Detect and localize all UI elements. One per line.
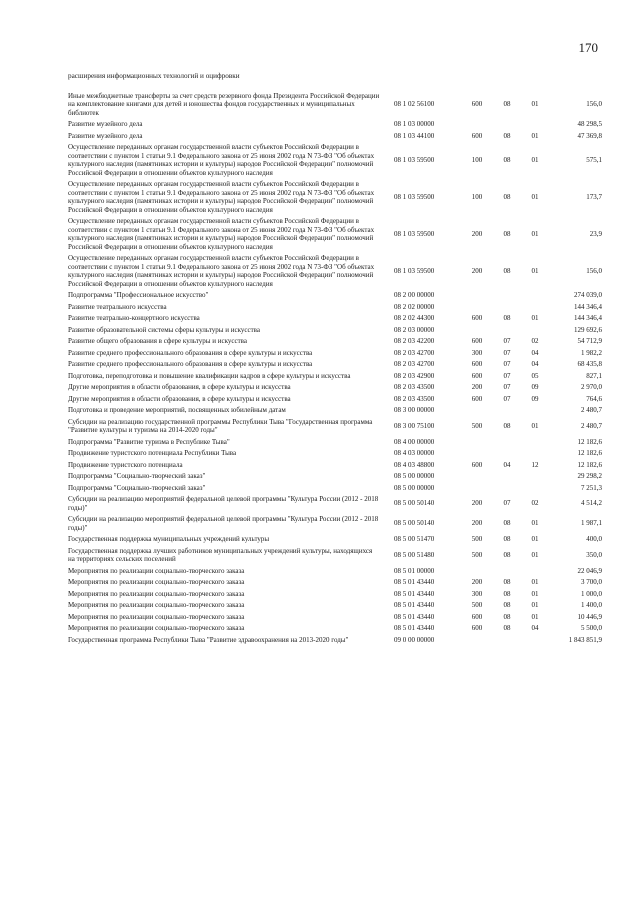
row-amount: 274 039,0 — [574, 291, 602, 299]
table-row — [68, 336, 602, 348]
row-code: 08 4 03 00000 — [394, 449, 435, 457]
row-description: Другие мероприятия в области образования, в сфере культуры и искусства — [68, 394, 291, 403]
table-row — [68, 216, 602, 253]
row-code: 08 2 02 00000 — [394, 302, 435, 311]
row-amount: 173,7 — [586, 192, 602, 201]
row-expense-type: 600 — [471, 394, 483, 403]
row-expense-type — [460, 405, 494, 417]
row-amount: 156,0 — [586, 266, 602, 275]
row-amount: 3 700,0 — [581, 578, 602, 586]
row-amount: 12 182,6 — [577, 449, 602, 457]
row-section: 08 — [503, 131, 511, 140]
row-expense-type: 200 — [471, 266, 483, 275]
row-amount: 129 692,6 — [574, 325, 602, 334]
row-expense-type: 200 — [471, 519, 483, 528]
row-code: 08 5 01 43440 — [394, 612, 435, 621]
row-code: 08 5 00 00000 — [394, 483, 435, 492]
row-description: Развитие музейного дела — [68, 131, 143, 140]
row-code: 08 1 02 56100 — [394, 100, 435, 108]
row-section: 07 — [503, 337, 511, 345]
row-description: Подпрограмма "Развитие туризма в Республике Тыва" — [68, 437, 230, 446]
table-row — [68, 482, 602, 494]
row-expense-type — [460, 301, 494, 313]
row-section — [494, 290, 520, 302]
row-amount: 7 251,3 — [581, 483, 602, 492]
row-amount: 575,1 — [586, 155, 602, 164]
row-amount: 10 446,9 — [577, 612, 602, 621]
row-description: Субсидии на реализацию мероприятий федеральной целевой программы "Культура России (2012 - 2018 годы)" — [68, 515, 379, 532]
row-amount: 144 346,4 — [574, 302, 602, 311]
row-subsection: 01 — [531, 578, 539, 586]
table-row — [68, 623, 602, 635]
row-description: Другие мероприятия в области образования, в сфере культуры и искусства — [68, 383, 291, 391]
row-section — [494, 482, 520, 494]
row-expense-type: 600 — [471, 314, 483, 322]
row-expense-type: 200 — [471, 499, 483, 508]
row-section — [494, 565, 520, 577]
row-expense-type: 600 — [471, 337, 483, 345]
row-amount: 827,1 — [586, 371, 602, 380]
row-section — [494, 324, 520, 336]
row-code: 08 1 03 59500 — [394, 155, 435, 164]
row-section: 08 — [503, 589, 511, 598]
row-expense-type: 600 — [471, 131, 483, 140]
row-amount: 5 500,0 — [581, 624, 602, 632]
row-subsection — [520, 301, 550, 313]
table-row — [68, 459, 602, 471]
table-row — [68, 405, 602, 417]
table-row — [68, 514, 602, 534]
table-row — [68, 416, 602, 436]
row-subsection — [520, 290, 550, 302]
row-section: 08 — [503, 535, 511, 543]
row-subsection: 02 — [531, 337, 539, 345]
row-subsection — [520, 471, 550, 483]
row-expense-type — [460, 324, 494, 336]
row-subsection — [520, 119, 550, 131]
row-subsection: 09 — [531, 383, 539, 391]
row-expense-type: 600 — [471, 624, 483, 632]
table-row — [68, 382, 602, 394]
table-row — [68, 119, 602, 131]
row-subsection: 01 — [531, 314, 539, 322]
row-amount: 54 712,9 — [577, 337, 602, 345]
table-row — [68, 611, 602, 623]
row-subsection — [520, 448, 550, 460]
row-code: 08 3 00 75100 — [394, 421, 435, 430]
table-row — [68, 634, 602, 646]
row-code: 08 2 03 43500 — [394, 394, 435, 403]
row-description: Развитие среднего профессионального образования в сфере культуры и искусства — [68, 348, 313, 357]
row-subsection — [520, 634, 550, 646]
table-row — [68, 347, 602, 359]
row-amount: 2 480,7 — [581, 421, 602, 430]
row-subsection: 04 — [531, 624, 539, 632]
row-subsection: 01 — [531, 229, 539, 238]
row-description: Осуществление переданных органам государственной власти субъектов Российской Федерации в соответствии с пунктом 1 статьи 9.1 Федерального закона от 25 июня 2002 года N 73-ФЗ "Об объектах культурного наследия (памятниках истории и культуры) народов Российской Федерации" полномочий Российской Федерации в отношении объектов культурного наследия — [68, 254, 375, 288]
table-row — [68, 577, 602, 589]
row-section: 08 — [503, 314, 511, 322]
row-subsection: 01 — [531, 192, 539, 201]
row-subsection: 04 — [531, 360, 539, 368]
row-section: 08 — [503, 578, 511, 586]
row-expense-type: 500 — [471, 601, 483, 609]
row-description: Мероприятия по реализации социально-творческого заказа — [68, 589, 245, 598]
row-description: Мероприятия по реализации социально-творческого заказа — [68, 624, 245, 632]
row-amount: 1 400,0 — [581, 601, 602, 609]
row-description: Подпрограмма "Профессиональное искусство" — [68, 291, 209, 299]
row-code: 08 5 01 43440 — [394, 589, 435, 598]
row-section: 04 — [503, 460, 511, 469]
row-subsection: 01 — [531, 155, 539, 164]
row-amount: 47 369,8 — [577, 131, 602, 140]
row-description: Субсидии на реализацию мероприятий федеральной целевой программы "Культура России (2012 - 2018 годы)" — [68, 495, 379, 512]
lead-text: расширения информационных технологий и оцифровки — [68, 72, 240, 80]
row-amount: 29 298,2 — [577, 472, 602, 480]
row-subsection: 12 — [531, 460, 539, 469]
row-subsection — [520, 436, 550, 448]
row-code: 08 2 00 00000 — [394, 291, 435, 299]
row-expense-type: 200 — [471, 383, 483, 391]
row-subsection: 01 — [531, 266, 539, 275]
row-expense-type: 500 — [471, 421, 483, 430]
row-code: 08 5 01 43440 — [394, 578, 435, 586]
row-expense-type: 600 — [471, 360, 483, 368]
table-row — [68, 142, 602, 179]
row-code: 08 5 00 50140 — [394, 519, 435, 528]
row-code: 08 1 03 00000 — [394, 120, 435, 128]
row-subsection: 01 — [531, 535, 539, 543]
row-description: Мероприятия по реализации социально-творческого заказа — [68, 566, 245, 575]
row-description: Развитие образовательной системы сферы культуры и искусства — [68, 325, 260, 334]
row-expense-type: 300 — [471, 348, 483, 357]
row-code: 08 4 00 00000 — [394, 437, 435, 446]
row-amount: 144 346,4 — [574, 314, 602, 322]
row-description: Государственная поддержка муниципальных учреждений культуры — [68, 535, 270, 543]
row-section — [494, 119, 520, 131]
row-code: 08 5 01 43440 — [394, 601, 435, 609]
row-code: 08 5 00 51470 — [394, 535, 435, 543]
row-section: 08 — [503, 155, 511, 164]
row-section: 08 — [503, 612, 511, 621]
row-expense-type: 600 — [471, 371, 483, 380]
row-section: 08 — [503, 550, 511, 559]
row-code: 08 5 01 00000 — [394, 566, 435, 575]
row-expense-type: 600 — [471, 100, 483, 108]
row-expense-type: 600 — [471, 612, 483, 621]
row-code: 08 5 00 50140 — [394, 499, 435, 508]
table-row — [68, 588, 602, 600]
row-expense-type — [460, 565, 494, 577]
table-row — [68, 359, 602, 371]
row-expense-type — [460, 119, 494, 131]
table-row — [68, 253, 602, 290]
row-section — [494, 436, 520, 448]
row-amount: 23,9 — [589, 229, 602, 238]
table-row — [68, 436, 602, 448]
row-amount: 764,6 — [586, 394, 602, 403]
row-expense-type: 100 — [471, 155, 483, 164]
row-subsection — [520, 324, 550, 336]
row-expense-type — [460, 448, 494, 460]
row-amount: 2 480,7 — [581, 406, 602, 414]
row-subsection: 09 — [531, 394, 539, 403]
row-amount: 350,0 — [586, 550, 602, 559]
row-code: 08 1 03 59500 — [394, 192, 435, 201]
row-description: Подпрограмма "Социально-творческий заказ" — [68, 483, 206, 492]
row-expense-type: 300 — [471, 589, 483, 598]
row-subsection: 04 — [531, 348, 539, 357]
row-section: 08 — [503, 100, 511, 108]
row-code: 08 1 03 44100 — [394, 131, 435, 140]
row-subsection: 05 — [531, 371, 539, 380]
row-subsection — [520, 405, 550, 417]
table-row — [68, 301, 602, 313]
row-code: 08 3 00 00000 — [394, 406, 435, 414]
row-section: 07 — [503, 348, 511, 357]
row-description: Подпрограмма "Социально-творческий заказ" — [68, 472, 206, 480]
page-number: 170 — [578, 40, 598, 55]
row-amount: 1 982,2 — [581, 348, 602, 357]
row-description: Осуществление переданных органам государственной власти субъектов Российской Федерации в соответствии с пунктом 1 статьи 9.1 Федерального закона от 25 июня 2002 года N 73-ФЗ "Об объектах культурного наследия (памятниках истории и культуры) народов Российской Федерации" полномочий Российской Федерации в отношении объектов культурного наследия — [68, 143, 375, 177]
row-description: Осуществление переданных органам государственной власти субъектов Российской Федерации в соответствии с пунктом 1 статьи 9.1 Федерального закона от 25 июня 2002 года N 73-ФЗ "Об объектах культурного наследия (памятниках истории и культуры) народов Российской Федерации" полномочий Российской Федерации в отношении объектов культурного наследия — [68, 180, 375, 214]
row-description: Развитие музейного дела — [68, 120, 143, 128]
table-row — [68, 130, 602, 142]
row-code: 08 5 01 43440 — [394, 624, 435, 632]
row-code: 08 2 02 44300 — [394, 314, 435, 322]
table-row — [68, 534, 602, 546]
row-section: 08 — [503, 229, 511, 238]
row-code: 08 4 03 48800 — [394, 460, 435, 469]
row-description: Подготовка, переподготовка и повышение квалификации кадров в сфере культуры и искусства — [68, 371, 351, 380]
row-description: Мероприятия по реализации социально-творческого заказа — [68, 578, 245, 586]
row-section — [494, 301, 520, 313]
table-row — [68, 471, 602, 483]
row-subsection: 01 — [531, 519, 539, 528]
table-row — [68, 565, 602, 577]
row-expense-type: 200 — [471, 578, 483, 586]
row-code: 08 2 03 42700 — [394, 360, 435, 368]
row-description: Продвижение туристского потенциала Республики Тыва — [68, 449, 237, 457]
row-description: Государственная программа Республики Тыва "Развитие здравоохранения на 2013-2020 годы" — [68, 635, 349, 644]
row-section: 07 — [503, 360, 511, 368]
row-section — [494, 448, 520, 460]
row-description: Иные межбюджетные трансферты за счет средств резервного фонда Президента Российской Федерации на комплектование книгами для детей и юношества фондов государственных и муниципальных библиотек — [68, 91, 380, 117]
row-description: Мероприятия по реализации социально-творческого заказа — [68, 612, 245, 621]
row-description: Развитие среднего профессионального образования в сфере культуры и искусства — [68, 360, 313, 368]
budget-table — [68, 90, 602, 646]
row-subsection — [520, 482, 550, 494]
row-amount: 1 843 851,9 — [568, 635, 602, 644]
row-code: 08 2 03 43500 — [394, 383, 435, 391]
row-code: 08 5 00 51480 — [394, 550, 435, 559]
row-code: 08 2 03 00000 — [394, 325, 435, 334]
row-subsection: 01 — [531, 601, 539, 609]
row-section: 07 — [503, 371, 511, 380]
row-expense-type: 100 — [471, 192, 483, 201]
row-code: 08 1 03 59500 — [394, 266, 435, 275]
row-description: Развитие общего образования в сфере культуры и искусства — [68, 337, 247, 345]
row-code: 08 2 03 42700 — [394, 348, 435, 357]
budget-table-body — [68, 90, 602, 646]
row-expense-type: 600 — [471, 460, 483, 469]
row-code: 08 2 03 42200 — [394, 337, 435, 345]
row-amount: 1 987,1 — [581, 519, 602, 528]
row-section — [494, 405, 520, 417]
row-subsection: 01 — [531, 550, 539, 559]
table-row — [68, 448, 602, 460]
row-section: 07 — [503, 383, 511, 391]
row-section: 07 — [503, 499, 511, 508]
row-amount: 400,0 — [586, 535, 602, 543]
table-row — [68, 600, 602, 612]
table-row — [68, 370, 602, 382]
row-amount: 12 182,6 — [577, 437, 602, 446]
row-expense-type — [460, 290, 494, 302]
table-row — [68, 545, 602, 565]
row-subsection: 01 — [531, 100, 539, 108]
row-amount: 4 514,2 — [581, 499, 602, 508]
row-description: Осуществление переданных органам государственной власти субъектов Российской Федерации в соответствии с пунктом 1 статьи 9.1 Федерального закона от 25 июня 2002 года N 73-ФЗ "Об объектах культурного наследия (памятниках истории и культуры) народов Российской Федерации" полномочий Российской Федерации в отношении объектов культурного наследия — [68, 217, 375, 251]
row-description: Государственная поддержка лучших работников муниципальных учреждений культуры, находящихся на территориях сельских поселений — [68, 546, 373, 563]
row-code: 09 0 00 00000 — [394, 635, 435, 644]
row-section — [494, 471, 520, 483]
row-expense-type — [460, 471, 494, 483]
row-expense-type — [460, 436, 494, 448]
row-amount: 1 000,0 — [581, 589, 602, 598]
row-subsection: 02 — [531, 499, 539, 508]
row-description: Развитие театрально-концертного искусства — [68, 314, 200, 322]
row-subsection: 01 — [531, 589, 539, 598]
row-section: 07 — [503, 394, 511, 403]
row-code: 08 5 00 00000 — [394, 472, 435, 480]
row-code: 08 2 03 42900 — [394, 371, 435, 380]
table-row — [68, 393, 602, 405]
row-section: 08 — [503, 519, 511, 528]
table-row — [68, 324, 602, 336]
table-row — [68, 313, 602, 325]
table-row — [68, 494, 602, 514]
row-expense-type: 500 — [471, 535, 483, 543]
row-amount: 12 182,6 — [577, 460, 602, 469]
row-expense-type: 200 — [471, 229, 483, 238]
row-section: 08 — [503, 624, 511, 632]
row-description: Субсидии на реализацию государственной программы Республики Тыва "Государственная программа "Развитие культуры и туризма на 2014-2020 годы" — [68, 417, 373, 434]
table-row — [68, 179, 602, 216]
row-amount: 48 298,5 — [577, 120, 602, 128]
row-amount: 22 046,9 — [577, 566, 602, 575]
row-description: Продвижение туристского потенциала — [68, 460, 183, 469]
row-expense-type — [460, 634, 494, 646]
table-row — [68, 90, 602, 119]
row-subsection: 01 — [531, 131, 539, 140]
row-code: 08 1 03 59500 — [394, 229, 435, 238]
row-expense-type: 500 — [471, 550, 483, 559]
row-section: 08 — [503, 266, 511, 275]
row-section: 08 — [503, 601, 511, 609]
row-amount: 68 435,8 — [577, 360, 602, 368]
row-amount: 2 970,0 — [581, 383, 602, 391]
row-description: Подготовка и проведение мероприятий, посвященных юбилейным датам — [68, 406, 286, 414]
row-subsection: 01 — [531, 612, 539, 621]
row-section — [494, 634, 520, 646]
row-amount: 156,0 — [586, 100, 602, 108]
table-row — [68, 290, 602, 302]
row-description: Развитие театрального искусства — [68, 302, 167, 311]
row-section: 08 — [503, 192, 511, 201]
row-section: 08 — [503, 421, 511, 430]
row-description: Мероприятия по реализации социально-творческого заказа — [68, 601, 245, 609]
row-subsection — [520, 565, 550, 577]
row-subsection: 01 — [531, 421, 539, 430]
row-expense-type — [460, 482, 494, 494]
